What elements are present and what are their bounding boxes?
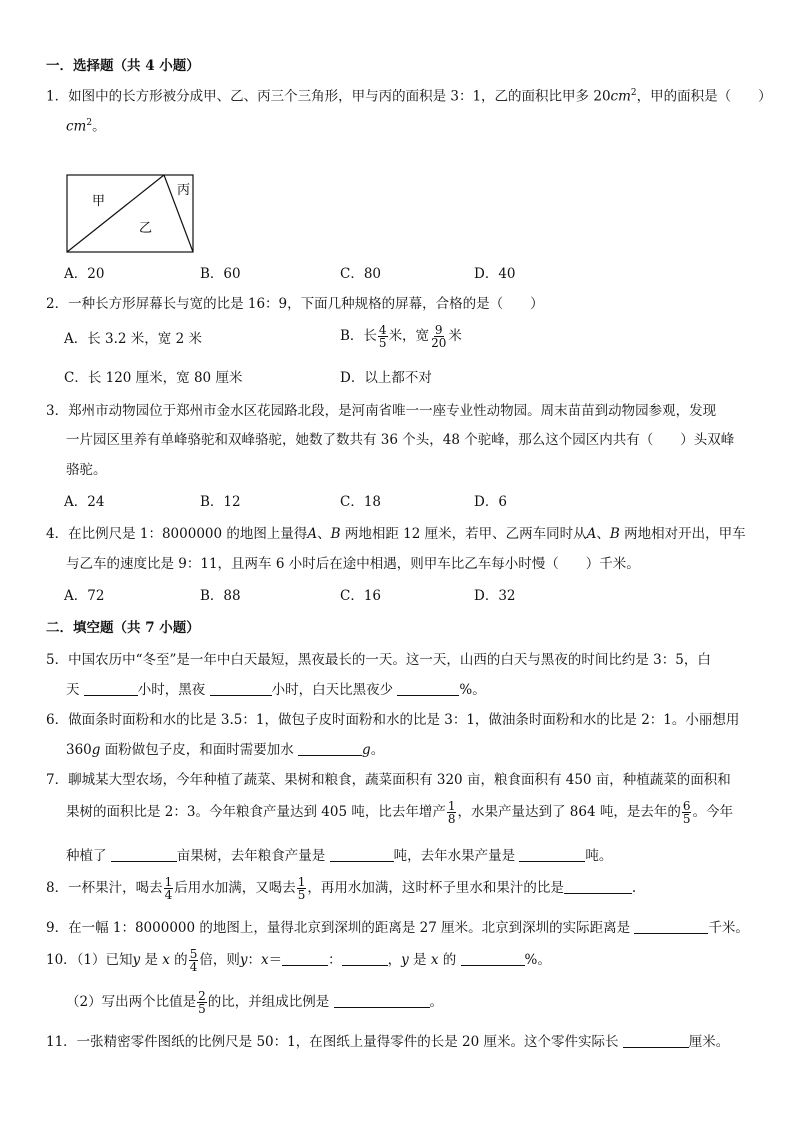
q10-text: ： — [328, 952, 342, 968]
var-x: x — [430, 952, 439, 968]
question-1-line-2 — [66, 118, 106, 135]
var-y: y — [239, 952, 248, 968]
var-b: B — [330, 526, 341, 542]
unit-g: g — [91, 742, 101, 758]
q4-text: 两地相对开出，甲车 — [619, 526, 746, 542]
q2-option-b-prefix: B．长 — [340, 328, 377, 344]
q9-text: 9．在一幅 1：8000000 的地图上，量得北京到深圳的距离是 27 厘米。北京到深圳的实际距离是 — [46, 920, 635, 936]
label-yi: 乙 — [139, 221, 153, 236]
q11-text: 11．一张精密零件图纸的比例尺是 50：1，在图纸上量得零件的长是 20 厘米。这个零件实际长 — [46, 1034, 623, 1050]
q5-text: %。 — [459, 682, 486, 698]
question-1-text: 1．如图中的长方形被分成甲、乙、丙三个三角形，甲与丙的面积是 3：1，乙的面积比甲多 20 — [46, 88, 611, 105]
answer-blank[interactable] — [111, 848, 177, 862]
q10-text: 的 — [438, 952, 461, 968]
q10-text: %。 — [524, 952, 551, 968]
var-a: A — [586, 526, 597, 542]
numerator: 1 — [297, 875, 306, 889]
q8-text: . — [631, 880, 637, 896]
fraction — [430, 324, 447, 349]
question-5-line-1: 5．中国农历中“冬至”是一年中白天最短，黑夜最长的一天。这一天，山西的白天与黑夜的时间比约是 3：5，白 — [46, 652, 711, 668]
rectangle-outline — [67, 175, 193, 252]
q6-text: 面粉做包子皮，和面时需要加水 — [100, 742, 299, 758]
rectangle-triangles-figure — [66, 174, 194, 254]
q3-option-c: C．18 — [340, 494, 382, 510]
q4-text: 、 — [596, 526, 610, 542]
numerator: 1 — [447, 799, 456, 813]
label-bing: 丙 — [177, 183, 191, 198]
question-4-line-1 — [46, 526, 746, 542]
q7-text: 种植了 — [66, 848, 111, 864]
numerator: 6 — [682, 799, 691, 813]
q4-option-d: D．32 — [474, 588, 516, 604]
answer-blank[interactable] — [342, 952, 388, 966]
fraction — [378, 324, 388, 349]
denominator: 20 — [431, 336, 447, 350]
answer-blank[interactable] — [564, 880, 632, 894]
q5-text: 天 — [66, 682, 84, 698]
numerator: 4 — [378, 323, 387, 337]
answer-blank[interactable] — [623, 1034, 689, 1048]
question-11 — [46, 1034, 729, 1050]
q1-option-a: A．20 — [64, 266, 105, 282]
denominator: 4 — [164, 888, 173, 902]
q1-option-b: B．60 — [200, 266, 241, 282]
question-7-line-1: 7．聊城某大型农场，今年种植了蔬菜、果树和粮食，蔬菜面积有 320 亩，粮食面积有 450 亩，种植蔬菜的面积和 — [46, 772, 731, 788]
numerator: 1 — [164, 875, 173, 889]
q10-text: 。 — [429, 994, 444, 1010]
fraction — [164, 876, 174, 901]
q10-text: ＝ — [268, 952, 283, 968]
q8-text: 8．一杯果汁，喝去 — [46, 880, 163, 896]
q10-text: 的比，并组成比例是 — [207, 994, 334, 1010]
answer-blank[interactable] — [397, 682, 459, 696]
q2-option-b-suffix: 米 — [448, 328, 462, 344]
question-10-part-1 — [46, 948, 551, 973]
question-3-line-2: 一片园区里养有单峰骆驼和双峰骆驼，她数了数共有 36 个头，48 个驼峰，那么这个园区内共有（ ）头双峰 — [66, 432, 735, 448]
question-6-line-1: 6．做面条时面粉和水的比是 3.5：1，做包子皮时面粉和水的比是 3：1，做油条时面粉和水的比是 2：1。小丽想用 — [46, 712, 740, 728]
numerator: 9 — [434, 323, 443, 337]
section-heading-fill: 二．填空题（共 7 小题） — [46, 620, 200, 636]
q2-option-b-mid: 米，宽 — [388, 328, 430, 344]
var-y: y — [401, 952, 409, 968]
question-1-line-2-tail: 。 — [92, 118, 106, 135]
section-heading-choice: 一．选择题（共 4 小题） — [46, 58, 200, 74]
question-1-text-tail: ，甲的面积是（ ） — [636, 88, 772, 105]
question-3-line-3: 骆驼。 — [66, 462, 107, 478]
q2-option-a: A．长 3.2 米，宽 2 米 — [64, 331, 202, 347]
q5-text: 小时，白天比黑夜少 — [271, 682, 398, 698]
q10-text: 10．（1）已知 — [46, 952, 133, 968]
q8-text: ，再用水加满，这时杯子里水和果汁的比是 — [307, 880, 564, 896]
q7-text: ，水果产量达到了 864 吨，是去年的 — [457, 804, 681, 820]
diagonal-line — [67, 175, 164, 252]
question-9 — [46, 920, 749, 936]
answer-blank[interactable] — [210, 682, 272, 696]
q10-text: ： — [247, 952, 261, 968]
q2-option-c: C．长 120 厘米，宽 80 厘米 — [64, 370, 243, 386]
answer-blank[interactable] — [282, 952, 328, 966]
q2-option-b — [340, 324, 462, 349]
q7-text: 。今年 — [692, 804, 733, 820]
denominator: 8 — [447, 812, 456, 826]
q3-option-b: B．12 — [200, 494, 241, 510]
answer-blank[interactable] — [330, 848, 394, 862]
q4-option-a: A．72 — [64, 588, 105, 604]
superscript: 2 — [630, 88, 637, 98]
var-y: y — [132, 952, 141, 968]
answer-blank[interactable] — [634, 920, 708, 934]
denominator: 5 — [297, 888, 306, 902]
q3-option-d: D．6 — [474, 494, 507, 510]
fraction — [682, 800, 692, 825]
q10-text: 倍，则 — [199, 952, 240, 968]
q1-option-d: D．40 — [474, 266, 516, 282]
denominator: 4 — [189, 960, 198, 974]
q10-text: 是 — [408, 952, 431, 968]
q2-option-d: D．以上都不对 — [340, 370, 432, 386]
question-3-line-1: 3．郑州市动物园位于郑州市金水区花园路北段，是河南省唯一一座专业性动物园。周末苗苗到动物园参观，发现 — [46, 403, 717, 419]
label-jia: 甲 — [92, 194, 106, 209]
question-10-part-2 — [66, 990, 443, 1015]
question-7-line-2 — [66, 800, 733, 825]
unit-cm: cm — [66, 118, 87, 135]
q1-option-c: C．80 — [340, 266, 382, 282]
q11-text: 厘米。 — [688, 1034, 730, 1050]
question-7-line-3 — [66, 848, 612, 864]
q4-option-b: B．88 — [200, 588, 241, 604]
numerator: 2 — [198, 989, 206, 1003]
var-x: x — [260, 952, 269, 968]
q7-text: 吨。 — [585, 848, 613, 864]
q7-text: 亩果树，去年粮食产量是 — [176, 848, 330, 864]
answer-blank[interactable] — [334, 994, 430, 1008]
unit-g: g — [362, 742, 371, 758]
q4-text: 4．在比例尺是 1：8000000 的地图上量得 — [46, 526, 308, 542]
denominator: 5 — [682, 812, 691, 826]
q4-text: 、 — [317, 526, 331, 542]
var-b: B — [609, 526, 620, 542]
q10-text: 是 — [140, 952, 163, 968]
fraction — [447, 800, 457, 825]
q3-option-a: A．24 — [64, 494, 105, 510]
question-4-line-2: 与乙车的速度比是 9：11，且两车 6 小时后在途中相遇，则甲车比乙车每小时慢（ ）千米。 — [66, 556, 640, 572]
q4-option-c: C．16 — [340, 588, 382, 604]
question-6-line-2 — [66, 742, 384, 758]
fraction — [197, 990, 207, 1015]
question-1-line-1 — [46, 88, 772, 105]
fraction — [297, 876, 307, 901]
q9-text: 千米。 — [708, 920, 749, 936]
var-a: A — [307, 526, 318, 542]
q8-text: 后用水加满，又喝去 — [174, 880, 296, 896]
q4-text: 两地相距 12 厘米，若甲、乙两车同时从 — [340, 526, 587, 542]
question-2-text: 2．一种长方形屏幕长与宽的比是 16：9，下面几种规格的屏幕，合格的是（ ） — [46, 296, 544, 312]
answer-blank[interactable] — [298, 742, 362, 756]
denominator: 5 — [198, 1002, 206, 1016]
fraction — [189, 948, 199, 973]
q6-text: 。 — [370, 742, 385, 758]
unit-cm: cm — [610, 88, 631, 105]
q5-text: 小时，黑夜 — [137, 682, 210, 698]
q7-text: 吨，去年水果产量是 — [393, 848, 520, 864]
question-5-line-2 — [66, 682, 486, 698]
denominator: 5 — [378, 336, 387, 350]
question-8 — [46, 876, 636, 901]
answer-blank[interactable] — [519, 848, 585, 862]
q10-text: （2）写出两个比值是 — [66, 994, 197, 1010]
q7-text: 果树的面积比是 2：3。今年粮食产量达到 405 吨，比去年增产 — [66, 804, 446, 820]
superscript: 2 — [86, 118, 93, 128]
var-x: x — [162, 952, 170, 968]
answer-blank[interactable] — [461, 952, 525, 966]
answer-blank[interactable] — [84, 682, 138, 696]
q10-text: 的 — [169, 952, 188, 968]
q10-text: ， — [387, 952, 402, 968]
numerator: 5 — [189, 947, 198, 961]
q6-text: 360 — [66, 742, 92, 758]
